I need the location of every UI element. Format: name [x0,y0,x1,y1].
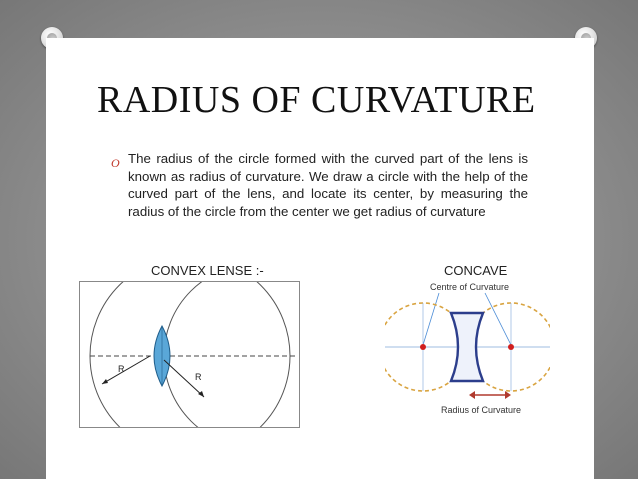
bullet-marker: O [111,156,120,170]
radius-label-right: R [195,372,202,382]
centre-of-curvature-label: Centre of Curvature [430,282,510,292]
right-center-dot [508,344,514,350]
right-curvature-circle [164,282,299,427]
radius-arrow-left [102,356,150,384]
radius-label-left: R [118,364,125,374]
convex-lens-svg [80,282,299,427]
slide-title: RADIUS OF CURVATURE [97,79,536,121]
radius-of-curvature-label: Radius of Curvature [441,405,522,415]
left-curvature-circle [90,282,290,427]
radius-arrowhead-left [102,379,108,384]
radius-arrowhead-left [469,391,475,399]
radius-arrowhead-right [505,391,511,399]
pointer-line-left [423,293,439,345]
concave-lens-label: CONCAVE [444,263,508,278]
concave-lens-svg [385,279,550,419]
concave-lens-diagram [385,279,550,419]
body-paragraph: The radius of the circle formed with the curved part of the lens is known as radius of curvature. We draw a circle with the help of the curved part of the lens, and locate its center, by measuring the radius of the circle from the center we get radius of curvature [128,151,528,219]
convex-lens-label: CONVEX LENSE :- [151,263,264,278]
convex-lens-diagram [79,281,300,428]
left-center-dot [420,344,426,350]
pointer-line-right [485,293,511,345]
